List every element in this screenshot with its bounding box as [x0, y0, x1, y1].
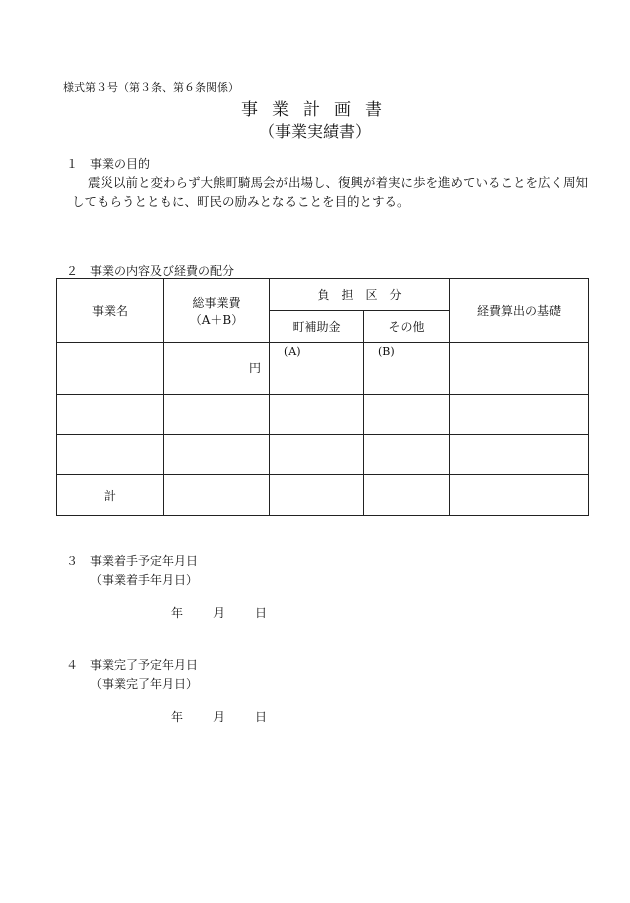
- end-year-label: 年: [171, 710, 184, 724]
- start-day-label: 日: [255, 606, 268, 620]
- section4-heading: ４ 事業完了予定年月日: [66, 658, 199, 672]
- section2-heading: ２ 事業の内容及び経費の配分: [66, 264, 235, 278]
- cell-project-name[interactable]: [57, 395, 164, 435]
- cell-cost-basis[interactable]: [450, 343, 589, 395]
- cell-total-cost[interactable]: [164, 395, 270, 435]
- start-year-label: 年: [171, 606, 184, 620]
- cell-cost-basis[interactable]: [450, 395, 589, 435]
- cell-town-subsidy[interactable]: [270, 395, 364, 435]
- section1-heading: １ 事業の目的: [66, 157, 151, 171]
- budget-table: [56, 278, 589, 516]
- end-date[interactable]: [171, 708, 267, 725]
- form-number: 様式第３号（第３条、第６条関係）: [63, 81, 239, 94]
- header-project-name: 事業名: [57, 279, 164, 343]
- mark-a: (A): [284, 345, 301, 358]
- table-header-row: [57, 279, 589, 311]
- total-label: 計: [57, 475, 164, 516]
- cell-other[interactable]: [364, 395, 450, 435]
- section3-heading: ３ 事業着手予定年月日: [66, 554, 199, 568]
- cell-total-cost[interactable]: [164, 435, 270, 475]
- document-title: 事業計画書: [241, 100, 396, 120]
- start-date[interactable]: [171, 604, 267, 621]
- end-day-label: 日: [255, 710, 268, 724]
- cell-project-name[interactable]: [57, 343, 164, 395]
- mark-b: (B): [378, 345, 395, 358]
- table-total-row: [57, 475, 589, 516]
- cell-total-cost[interactable]: [164, 343, 270, 395]
- cell-town-subsidy[interactable]: [270, 343, 364, 395]
- header-total-cost-label: 総事業費: [192, 295, 241, 310]
- header-other: その他: [364, 311, 450, 343]
- header-town-subsidy: 町補助金: [270, 311, 364, 343]
- purpose-text: 震災以前と変わらず大熊町騎馬会が出場し、復興が着実に歩を進めていることを広く周知してもらうとともに、町民の励みとなることを目的とする。: [72, 175, 589, 209]
- section4-subheading: （事業完了年月日）: [90, 677, 199, 691]
- cell-town-subsidy[interactable]: [270, 435, 364, 475]
- cell-other[interactable]: [364, 435, 450, 475]
- header-cost-basis: 経費算出の基礎: [450, 279, 589, 343]
- table-row: [57, 395, 589, 435]
- end-month-label: 月: [213, 710, 226, 724]
- start-month-label: 月: [213, 606, 226, 620]
- header-total-cost-formula: （A＋B）: [189, 312, 244, 327]
- section3-subheading: （事業着手年月日）: [90, 573, 199, 587]
- table-row: [57, 343, 589, 395]
- header-burden-division: 負 担 区 分: [270, 279, 450, 311]
- total-cost-basis-cell[interactable]: [450, 475, 589, 516]
- table-row: [57, 435, 589, 475]
- total-other-cell[interactable]: [364, 475, 450, 516]
- cell-project-name[interactable]: [57, 435, 164, 475]
- cell-other[interactable]: [364, 343, 450, 395]
- total-cost-cell[interactable]: [164, 475, 270, 516]
- total-town-subsidy-cell[interactable]: [270, 475, 364, 516]
- header-total-cost: [164, 279, 270, 343]
- yen-unit: 円: [248, 361, 261, 375]
- cell-cost-basis[interactable]: [450, 435, 589, 475]
- document-subtitle: （事業実績書）: [258, 122, 371, 141]
